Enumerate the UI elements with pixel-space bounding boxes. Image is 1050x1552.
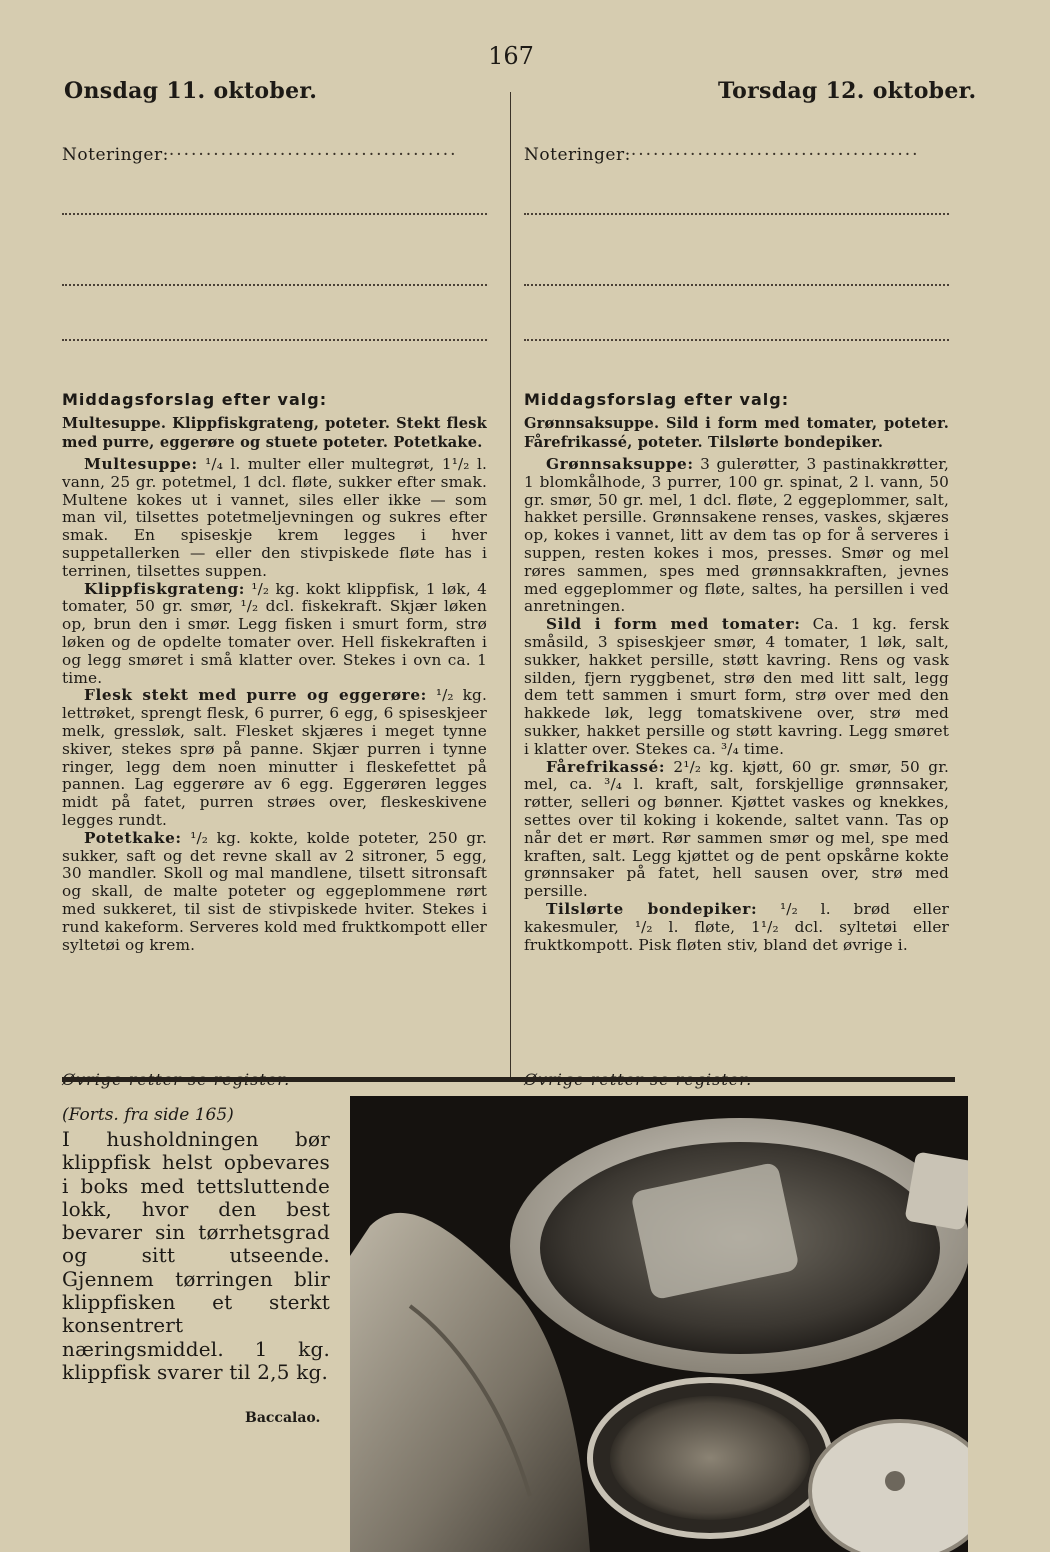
baccalao-illustration <box>350 1096 968 1552</box>
photo-caption: Baccalao. <box>245 1410 321 1426</box>
recipe-paragraph <box>62 581 487 688</box>
notes-field-left[interactable] <box>62 145 487 169</box>
recipe-text: 2¹/₂ kg. kjøtt, 60 gr. smør, 50 gr. mel, ca. ³/₄ l. kraft, salt, forskjellige grønnsaker, røtter, selleri og bønner. Kjøttet vaskes og knekkes, settes over til koking i kokende, saltet vann. Tas op når det er mørt. Rør sammen smør og mel, spe med kraften, salt. Legg kjøttet og de pent opskårne kokte grønnsaker på fatet, hell sausen over, strø med persille. <box>524 757 949 901</box>
recipe-text: ¹/₂ l. brød eller kakesmuler, ¹/₂ l. fløte, 1¹/₂ dcl. syltetøi eller fruktkompott. Pisk fløten stiv, bland det øvrige i. <box>524 899 949 954</box>
right-column <box>524 145 949 954</box>
recipe-paragraph <box>62 687 487 829</box>
recipe-title: Multesuppe: <box>84 455 198 473</box>
notes-line[interactable] <box>62 284 487 287</box>
notes-label: Noteringer: <box>524 145 631 165</box>
section-heading-left: Middagsforslag efter valg: <box>62 390 328 409</box>
recipe-paragraph <box>524 616 949 758</box>
recipe-paragraph <box>62 830 487 955</box>
notes-line[interactable] <box>62 339 487 342</box>
recipe-paragraph <box>524 901 949 954</box>
recipe-text: ¹/₂ kg. kokte, kolde poteter, 250 gr. sukker, saft og det revne skall av 2 sitroner, 5 egg, 30 mandler. Skoll og mal mandlene, tilsett sitronsaft og skall, de malte poteter og eggeplommene rørt med sukkeret, til sist de stivpiskede hviter. Stekes i rund kakeform. Serveres kold med fruktkompott eller syltetøi og krem. <box>62 828 487 954</box>
recipe-title: Flesk stekt med purre og eggerøre: <box>84 686 427 705</box>
baccalao-photo <box>350 1096 968 1552</box>
recipe-title: Potetkake: <box>84 828 182 847</box>
notes-label: Noteringer: <box>62 145 169 165</box>
recipe-paragraph <box>524 456 949 616</box>
day-heading-right: Torsdag 12. oktober. <box>718 78 977 104</box>
recipe-paragraph <box>62 456 487 581</box>
menu-summary-right: Grønnsaksuppe. Sild i form med tomater, poteter. Fårefrikassé, poteter. Tilslørte bondepiker. <box>524 415 949 451</box>
notes-line[interactable] <box>524 284 949 287</box>
continued-from-note: (Forts. fra side 165) <box>62 1105 234 1125</box>
notes-line[interactable] <box>524 339 949 342</box>
klippfisk-note: I husholdningen bør klippfisk helst opbevares i boks med tettsluttende lokk, hvor den best bevarer sin tørrhetsgrad og sitt utseende. Gjennem tørringen blir klippfisken et sterkt konsentrert næringsmiddel. 1 kg. klippfisk svarer til 2,5 kg. <box>62 1127 330 1384</box>
recipe-text: Ca. 1 kg. fersk småsild, 3 spiseskjeer smør, 4 tomater, 1 løk, salt, sukker, hakket persille, støtt kavring. Rens og vask silden, fjern ryggbenet, strø den med litt salt, legg dem tett sammen i smurt form, strø over med den hakkede løk, legg tomatskivene over, strø med sukker, hakket persille og støtt kavring. Legg smøret i klatter over. Stekes ca. ³/₄ time. <box>524 615 950 758</box>
recipe-paragraph <box>524 759 949 901</box>
column-divider <box>510 92 511 1082</box>
page-number: 167 <box>488 42 534 70</box>
menu-summary-left: Multesuppe. Klippfiskgrateng, poteter. Stekt flesk med purre, eggerøre og stuete poteter. Potetkake. <box>62 415 487 451</box>
recipe-title: Fårefrikassé: <box>546 757 666 776</box>
left-column <box>62 145 487 954</box>
recipe-text: ¹/₄ l. multer eller multegrøt, 1¹/₂ l. vann, 25 gr. potetmel, 1 dcl. fløte, sukker efter smak. Multene kokes ut i vannet, siles eller ikke — som man vil, tilsettes potetmeljevningen og sukres efter smak. En spiseskje krem legges i hver suppetallerken — eller den stivpiskede fløte has i terrinen, tilsettes suppen. <box>62 455 487 580</box>
notes-line[interactable] <box>62 213 487 216</box>
recipe-title: Tilslørte bondepiker: <box>546 899 758 918</box>
day-heading-left: Onsdag 11. oktober. <box>64 78 318 104</box>
dotted-fill: ······································· <box>168 145 458 165</box>
notes-line[interactable] <box>524 213 949 216</box>
recipe-title: Klippfiskgrateng: <box>84 579 246 598</box>
recipes-left <box>62 456 487 954</box>
recipe-title: Sild i form med tomater: <box>546 615 801 634</box>
recipe-text: ¹/₂ kg. kokt klippfisk, 1 løk, 4 tomater, 50 gr. smør, ¹/₂ dcl. fiskekraft. Skjær løken op, brun den i smør. Legg fisken i smurt form, strø løken og de opdelte tomater over. Hell fiskekraften i og legg smøret i små klatter over. Stekes i ovn ca. 1 time. <box>62 579 487 687</box>
dotted-fill: ······································· <box>630 145 920 165</box>
section-heading-right: Middagsforslag efter valg: <box>524 390 790 409</box>
recipes-right <box>524 456 949 954</box>
recipe-text: 3 gulerøtter, 3 pastinakkrøtter, 1 blomkålhode, 3 purrer, 100 gr. spinat, 2 l. vann, 50 gr. smør, 50 gr. mel, 1 dcl. fløte, 2 eggeplommer, salt, hakket persille. Grønnsakene renses, vaskes, skjæres op, kokes i vannet, litt av dem tas op for å serveres i suppen, resten kokes i mos, presses. Smør og mel røres sammen, spes med grønnsakkraften, jevnes med eggeplommer og fløte, saltes, ha persillen i ved anretningen. <box>524 455 949 616</box>
recipe-title: Grønnsaksuppe: <box>546 455 694 473</box>
horizontal-rule <box>62 1077 955 1082</box>
notes-field-right[interactable] <box>524 145 949 169</box>
recipe-text: ¹/₂ kg. lettrøket, sprengt flesk, 6 purrer, 6 egg, 6 spiseskjeer melk, gressløk, salt. Flesket skjæres i meget tynne skiver, stekes sprø på panne. Skjær purren i tynne ringer, legg dem noen minutter i fleskefettet på pannen. Lag eggerøre av 6 egg. Eggerøren legges midt på fatet, purren strøes over, fleskeskivene legges rundt. <box>62 686 487 829</box>
